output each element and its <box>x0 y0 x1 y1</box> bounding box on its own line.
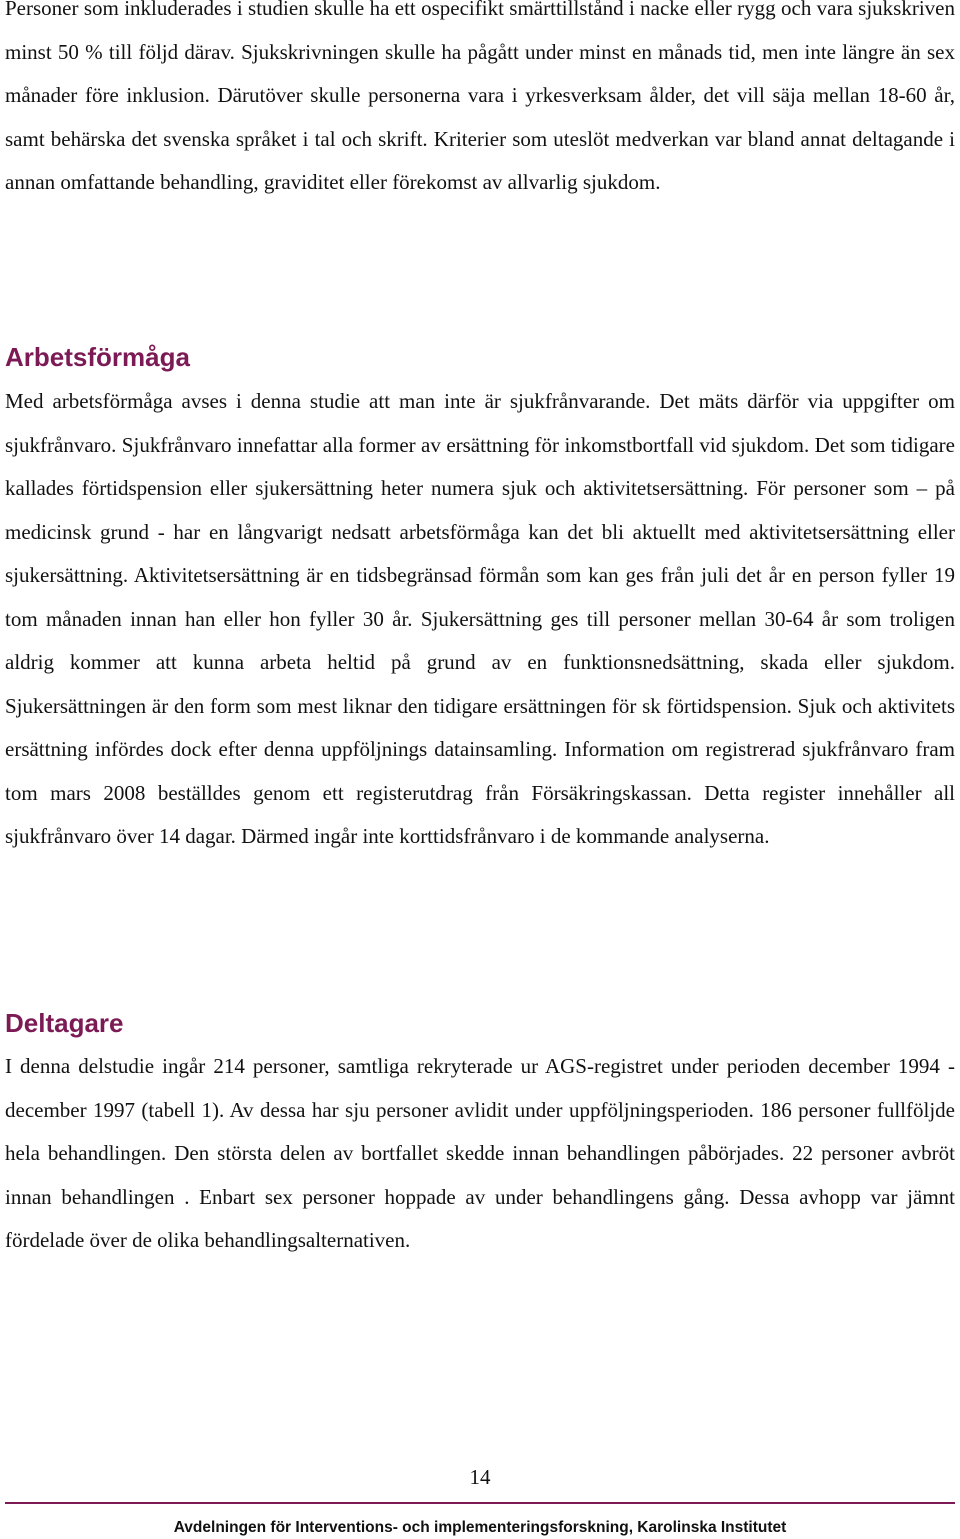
footer-divider <box>5 1502 955 1504</box>
section-heading-deltagare: Deltagare <box>5 1008 124 1038</box>
footer-institution: Avdelningen för Interventions- och implementeringsforskning, Karolinska Institutet <box>173 1519 787 1536</box>
intro-paragraph: Personer som inkluderades i studien skulle ha ett ospecifikt smärttillstånd i nacke eller rygg och vara sjukskriven minst 50 % till följd därav. Sjukskrivningen skulle ha pågått under minst en månads tid, men inte längre än sex månader före inklusion. Därutöver skulle personerna vara i yrkesverksam ålder, det vill säja mellan 18-60 år, samt behärska det svenska språket i tal och skrift. Kriterier som uteslöt medverkan var bland annat deltagande i annan omfattande behandling, graviditet eller förekomst av allvarlig sjukdom. <box>5 0 955 194</box>
page-number: 14 <box>469 1465 491 1489</box>
section-paragraph-arbetsformaga: Med arbetsförmåga avses i denna studie att man inte är sjukfrånvarande. Det mäts därför via uppgifter om sjukfrånvaro. Sjukfrånvaro innefattar alla former av ersättning för inkomstbortfall vid sjukdom. Det som tidigare kallades förtidspension eller sjukersättning heter numera sjuk och aktivitetsersättning. För personer som – på medicinsk grund - har en långvarigt nedsatt arbetsförmåga kan det bli aktuellt med aktivitetsersättning eller sjukersättning. Aktivitetsersättning är en tidsbegränsad förmån som kan ges från juli det år en person fyller 19 tom månaden innan han eller hon fyller 30 år. Sjukersättning ges till personer mellan 30-64 år som troligen aldrig kommer att kunna arbeta heltid på grund av en funktionsnedsättning, skada eller sjukdom. Sjukersättningen är den form som mest liknar den tidigare ersättningen för sk förtidspension. Sjuk och aktivitets ersättning infördes dock efter denna uppföljnings datainsamling. Information om registrerad sjukfrånvaro fram tom mars 2008 beställdes genom ett registerutdrag från Försäkringskassan. Detta register innehåller all sjukfrånvaro över 14 dagar. Därmed ingår inte korttidsfrånvaro i de kommande analyserna. <box>5 389 955 848</box>
section-paragraph-deltagare: I denna delstudie ingår 214 personer, samtliga rekryterade ur AGS-registret under perioden december 1994 - december 1997 (tabell 1). Av dessa har sju personer avlidit under uppföljningsperioden. 186 personer fullföljde hela behandlingen. Den största delen av bortfallet skedde innan behandlingen påbörjades. 22 personer avbröt innan behandlingen . Enbart sex personer hoppade av under behandlingens gång. Dessa avhopp var jämnt fördelade över de olika behandlingsalternativen. <box>5 1054 955 1252</box>
section-heading-arbetsformaga: Arbetsförmåga <box>5 342 190 372</box>
